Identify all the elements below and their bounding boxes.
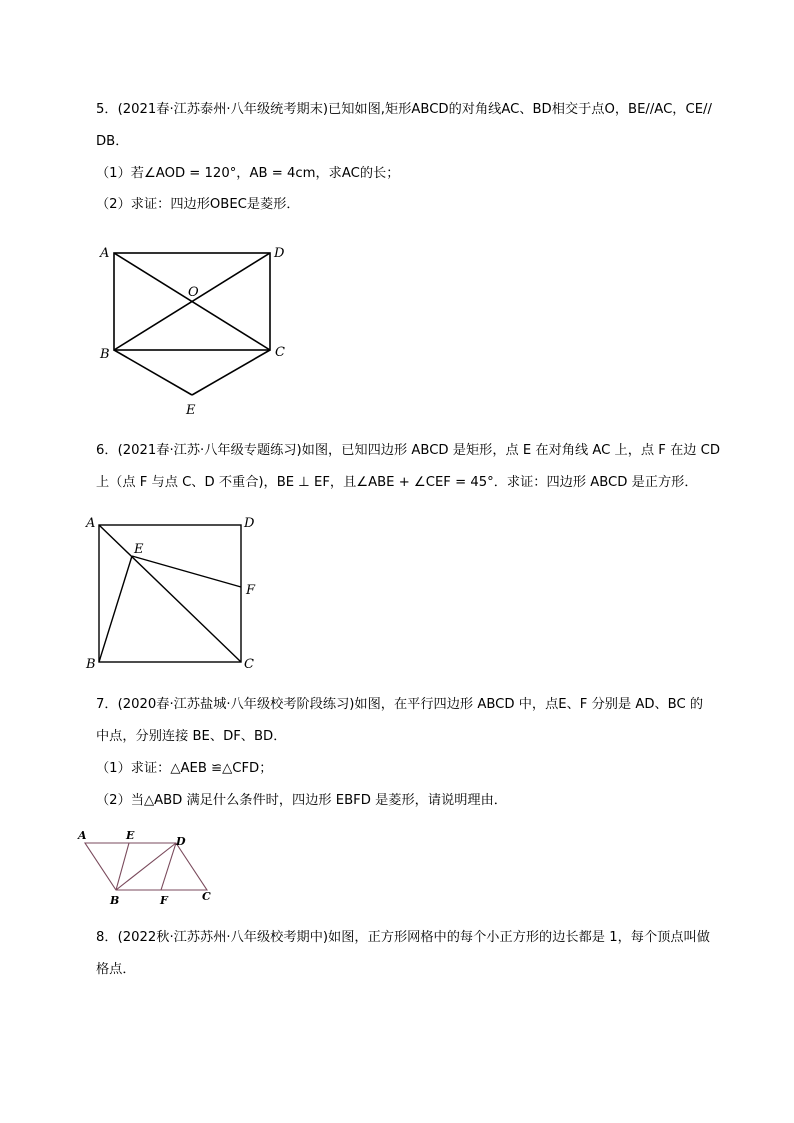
problem-7-part-2: （2）当△ABD 满足什么条件时，四边形 EBFD 是菱形，请说明理由． bbox=[96, 793, 507, 808]
problem-7-part-1: （1）求证：△AEB ≌△CFD； bbox=[96, 761, 273, 776]
problem-8-line-1: 8．(2022秋·江苏苏州·八年级校考期中)如图，正方形网格中的每个小正方形的边长都是 1，每个顶点叫做 bbox=[96, 930, 710, 945]
fig5-label-e: E bbox=[186, 403, 196, 418]
fig6-label-f: F bbox=[246, 583, 256, 598]
fig7-label-b: B bbox=[110, 894, 120, 907]
problem-5-line-1: 5．(2021春·江苏泰州·八年级统考期末)已知如图,矩形ABCD的对角线AC、BD相交于点O，BE//AC，CE// bbox=[96, 102, 712, 117]
fig5-label-d: D bbox=[274, 246, 285, 261]
fig7-label-f: F bbox=[160, 894, 168, 907]
fig5-label-o: O bbox=[188, 285, 199, 300]
fig6-label-a: A bbox=[86, 516, 96, 531]
problem-5-line-2: DB． bbox=[96, 134, 129, 149]
fig5-label-b: B bbox=[100, 347, 110, 362]
fig7-label-a: A bbox=[78, 829, 87, 842]
problem-8-line-2: 格点． bbox=[96, 962, 136, 977]
problem-6-line-1: 6．(2021春·江苏·八年级专题练习)如图，已知四边形 ABCD 是矩形，点 E 在对角线 AC 上，点 F 在边 CD bbox=[96, 443, 721, 458]
fig5-label-a: A bbox=[100, 246, 110, 261]
problem-5-part-2: （2）求证：四边形OBEC是菱形． bbox=[96, 197, 300, 212]
fig6-label-c: C bbox=[244, 657, 254, 672]
fig6-label-b: B bbox=[86, 657, 96, 672]
fig7-label-e: E bbox=[126, 829, 135, 842]
problem-7-line-2: 中点，分别连接 BE、DF、BD． bbox=[96, 729, 287, 744]
problem-7-line-1: 7．(2020春·江苏盐城·八年级校考阶段练习)如图，在平行四边形 ABCD 中，点E、F 分别是 AD、BC 的 bbox=[96, 697, 704, 712]
fig7-label-c: C bbox=[202, 890, 211, 903]
fig6-label-d: D bbox=[244, 516, 255, 531]
fig6-label-e: E bbox=[134, 542, 144, 557]
problem-5-part-1: （1）若∠AOD = 120°，AB = 4cm，求AC的长； bbox=[96, 166, 400, 181]
fig7-label-d: D bbox=[176, 835, 186, 848]
problem-6-line-2: 上（点 F 与点 C、D 不重合)，BE ⊥ EF，且∠ABE + ∠CEF = 45°．求证：四边形 ABCD 是正方形． bbox=[96, 475, 698, 490]
fig5-label-c: C bbox=[275, 345, 285, 360]
